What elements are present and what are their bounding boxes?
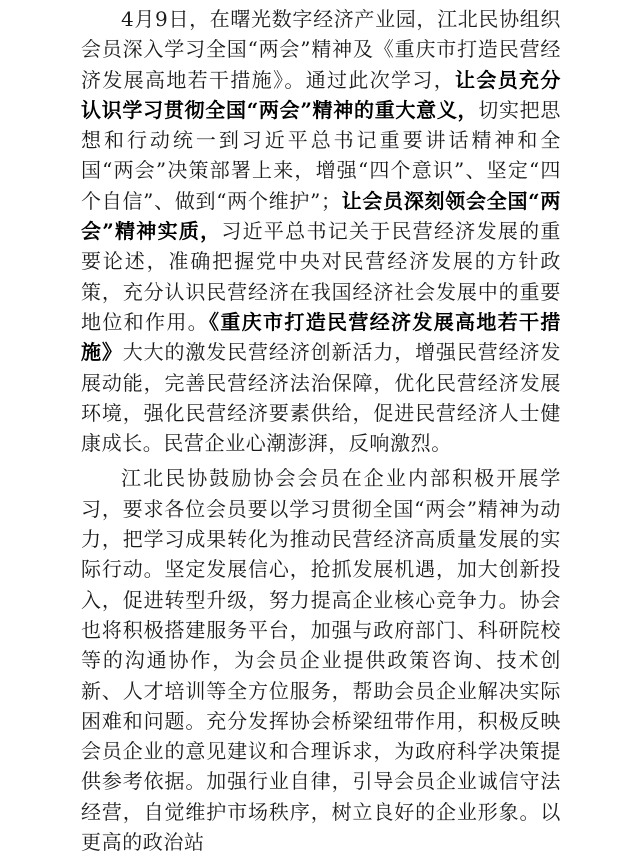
text-run: 江北民协鼓励协会会员在企业内部积极开展学习，要求各位会员要以学习贯彻全国“两会”精神为动力，把学习成果转化为推动民营经济高质量发展的实际行动。坚定发展信心，抢抓发展机遇，加大创新投入，促进转型升级，努力提高企业核心竞争力。协会也将积极搭建服务平台，加强与政府部门、科研院校等的沟通协作，为会员企业提供政策咨询、技术创新、人才培训等全方位服务，帮助会员企业解决实际困难和问题。充分发挥协会桥梁纽带作用，积极反映会员企业的意见建议和合理诉求，为政府科学决策提供参考依据。加强行业自律，引导会员企业诚信守法经营，自觉维护市场秩序，树立良好的企业形象。以更高的政治站 <box>81 466 561 855</box>
bold-text-run: 让会员充分认识学习贯彻全国“两会”精神的重大意义， <box>81 67 561 122</box>
bold-text-run: 让会员深刻领会全国“两会”精神实质， <box>81 188 561 244</box>
bold-text-run: 《重庆市打造民营经济发展高地若干措施》 <box>81 309 561 365</box>
article-body <box>81 0 561 857</box>
text-run: 切实把思想和行动统一到习近平总书记重要讲话精神和全国“两会”决策部署上来，增强“四个意识”、坚定“四个自信”、做到“两个维护”； <box>81 97 561 213</box>
text-run: 4月9日，在曙光数字经济产业园，江北民协组织会员深入学习全国“两会”精神及《重庆市打造民营经济发展高地若干措施》。通过此次学习， <box>81 7 561 92</box>
paragraph-1 <box>81 4 561 458</box>
paragraph-2 <box>81 463 561 857</box>
text-run: 习近平总书记关于民营经济发展的重要论述，准确把握党中央对民营经济发展的方针政策，充分认识民营经济在我国经济社会发展中的重要地位和作用。 <box>81 219 561 334</box>
text-run: 大大的激发民营经济创新活力，增强民营经济发展动能，完善民营经济法治保障，优化民营经济发展环境，强化民营经济要素供给，促进民营经济人士健康成长。民营企业心潮澎湃，反响激烈。 <box>81 340 561 456</box>
